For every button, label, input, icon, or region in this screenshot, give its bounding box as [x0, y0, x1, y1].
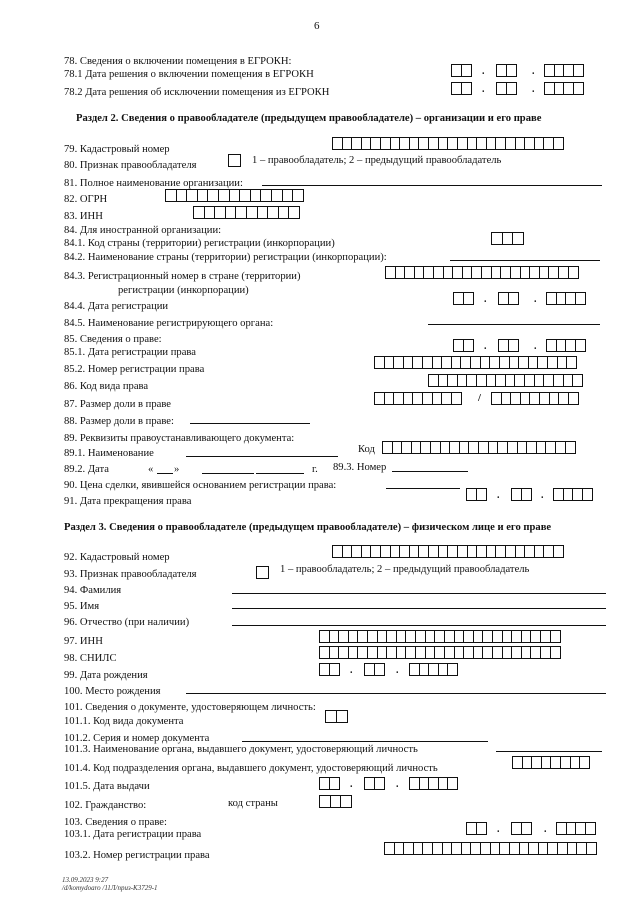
- date-separator: .: [350, 665, 353, 676]
- item-86: 86. Код вида права: [64, 381, 149, 392]
- date-separator: .: [497, 824, 500, 835]
- right-reg-number-cells[interactable]: [374, 356, 576, 369]
- org-name-line[interactable]: [262, 185, 602, 186]
- item-84-4: 84.4. Дата регистрации: [64, 301, 169, 312]
- item-78-1: 78.1 Дата решения о включении помещения в ЕГРОКН: [64, 69, 314, 80]
- item-91: 91. Дата прекращения права: [64, 496, 192, 507]
- foreign-reg-number-cells[interactable]: [385, 266, 577, 279]
- inn-cells[interactable]: [193, 206, 299, 219]
- country-name-line[interactable]: [450, 260, 600, 261]
- right-reg-number-cells-103[interactable]: [384, 842, 595, 855]
- item-89: 89. Реквизиты правоустанавливающего документа:: [64, 433, 295, 444]
- first-name-line[interactable]: [232, 608, 606, 609]
- item-99: 99. Дата рождения: [64, 670, 148, 681]
- item-84-2: 84.2. Наименование страны (территории) регистрации (инкорпорации):: [64, 252, 387, 263]
- item-80-note: 1 – правообладатель; 2 – предыдущий правообладатель: [252, 155, 502, 166]
- date-78-1-year[interactable]: [544, 64, 582, 77]
- item-80: 80. Признак правообладателя: [64, 160, 197, 171]
- item-95: 95. Имя: [64, 601, 100, 612]
- item-94: 94. Фамилия: [64, 585, 122, 596]
- surname-line[interactable]: [232, 593, 606, 594]
- item-85-2: 85.2. Номер регистрации права: [64, 364, 205, 375]
- snils-cells[interactable]: [319, 646, 559, 659]
- date-day-line[interactable]: [157, 473, 173, 474]
- item-78: 78. Сведения о включении помещения в ЕГРОКН:: [64, 56, 292, 67]
- item-92: 92. Кадастровый номер: [64, 552, 170, 563]
- date-84-4-month[interactable]: [498, 292, 517, 305]
- date-99-day[interactable]: [319, 663, 338, 676]
- right-type-code-cells[interactable]: [428, 374, 582, 387]
- ogrn-cells[interactable]: [165, 189, 303, 202]
- item-88: 88. Размер доли в праве:: [64, 416, 174, 427]
- item-89-1: 89.1. Наименование: [64, 448, 154, 459]
- item-79: 79. Кадастровый номер: [64, 144, 170, 155]
- doc-number-line[interactable]: [392, 471, 468, 472]
- date-separator: .: [482, 84, 485, 95]
- date-quote-close: »: [174, 464, 180, 475]
- item-82: 82. ОГРН: [64, 194, 108, 205]
- reg-authority-line[interactable]: [428, 324, 600, 325]
- date-year-line[interactable]: [256, 473, 304, 474]
- date-separator: .: [484, 294, 487, 305]
- inn-cells-97[interactable]: [319, 630, 559, 643]
- item-103-1: 103.1. Дата регистрации права: [64, 829, 202, 840]
- item-89-3: 89.3. Номер: [333, 462, 387, 473]
- date-78-1-month[interactable]: [496, 64, 515, 77]
- date-separator: .: [544, 824, 547, 835]
- section-2-title: Раздел 2. Сведения о правообладателе (предыдущем правообладателе) – организации и его праве: [76, 113, 542, 124]
- item-102: 102. Гражданство:: [64, 800, 147, 811]
- footer-timestamp: 13.09.2023 9:27: [62, 876, 109, 884]
- doc-name-line[interactable]: [186, 456, 338, 457]
- patronymic-line[interactable]: [232, 625, 606, 626]
- item-93-note: 1 – правообладатель; 2 – предыдущий правообладатель: [280, 564, 530, 575]
- item-87: 87. Размер доли в праве: [64, 399, 171, 410]
- footer-path: /d/komydoaro /11Л/приз-К3729-1: [62, 884, 158, 892]
- date-month-line[interactable]: [202, 473, 254, 474]
- section-3-title: Раздел 3. Сведения о правообладателе (предыдущем правообладателе) – физическом лице и его праве: [64, 522, 552, 533]
- item-97: 97. ИНН: [64, 636, 103, 647]
- doc-code-cells[interactable]: [382, 441, 574, 454]
- item-101-1: 101.1. Код вида документа: [64, 716, 184, 727]
- date-quote-open: «: [148, 464, 154, 475]
- deal-price-line[interactable]: [386, 488, 460, 489]
- date-91-year[interactable]: [553, 488, 591, 501]
- item-100: 100. Место рождения: [64, 686, 161, 697]
- item-84: 84. Для иностранной организации:: [64, 225, 222, 236]
- date-separator: .: [396, 665, 399, 676]
- date-85-1-year[interactable]: [546, 339, 584, 352]
- date-separator: .: [534, 294, 537, 305]
- page-number: 6: [314, 20, 320, 32]
- item-103: 103. Сведения о праве:: [64, 817, 167, 828]
- item-93: 93. Признак правообладателя: [64, 569, 197, 580]
- item-84-1: 84.1. Код страны (территории) регистрации (инкорпорации): [64, 238, 335, 249]
- holder-sign-box-93[interactable]: [256, 566, 269, 579]
- item-84-3b: регистрации (инкорпорации): [118, 285, 249, 296]
- date-separator: .: [396, 779, 399, 790]
- date-101-5-day[interactable]: [319, 777, 338, 790]
- date-separator: .: [541, 490, 544, 501]
- date-78-2-day[interactable]: [451, 82, 470, 95]
- item-85: 85. Сведения о праве:: [64, 334, 162, 345]
- date-78-2-month[interactable]: [496, 82, 515, 95]
- item-78-2: 78.2 Дата решения об исключении помещения из ЕГРОКН: [64, 87, 330, 98]
- date-78-1-day[interactable]: [451, 64, 470, 77]
- date-85-1-day[interactable]: [453, 339, 472, 352]
- doc-type-code-cells[interactable]: [325, 710, 346, 723]
- date-84-4-day[interactable]: [453, 292, 472, 305]
- item-89-2: 89.2. Дата: [64, 464, 109, 475]
- birthplace-line[interactable]: [186, 693, 606, 694]
- item-89-code-label: Код: [358, 444, 375, 455]
- issuing-authority-line[interactable]: [496, 751, 602, 752]
- date-91-day[interactable]: [466, 488, 485, 501]
- date-78-2-year[interactable]: [544, 82, 582, 95]
- date-separator: .: [534, 341, 537, 352]
- share-text-line[interactable]: [190, 423, 310, 424]
- date-84-4-year[interactable]: [546, 292, 584, 305]
- date-separator: .: [350, 779, 353, 790]
- item-101-3: 101.3. Наименование органа, выдавшего документ, удостоверяющий личность: [64, 744, 418, 755]
- item-90: 90. Цена сделки, явившейся основанием регистрации права:: [64, 480, 337, 491]
- share-numerator-cells[interactable]: [374, 392, 460, 405]
- cadastral-number-cells-92[interactable]: [332, 545, 563, 558]
- share-slash: /: [478, 393, 481, 404]
- date-85-1-month[interactable]: [498, 339, 517, 352]
- date-year-suffix: г.: [312, 464, 318, 475]
- item-83: 83. ИНН: [64, 211, 103, 222]
- date-separator: .: [532, 84, 535, 95]
- item-101: 101. Сведения о документе, удостоверяющем личность:: [64, 702, 316, 713]
- item-85-1: 85.1. Дата регистрации права: [64, 347, 196, 358]
- item-103-2: 103.2. Номер регистрации права: [64, 850, 210, 861]
- item-101-2: 101.2. Серия и номер документа: [64, 733, 210, 744]
- date-103-1-day[interactable]: [466, 822, 485, 835]
- country-code-cells[interactable]: [491, 232, 523, 245]
- item-98: 98. СНИЛС: [64, 653, 117, 664]
- date-99-year[interactable]: [409, 663, 457, 676]
- date-99-month[interactable]: [364, 663, 383, 676]
- item-102-code-label: код страны: [228, 798, 278, 809]
- item-101-5: 101.5. Дата выдачи: [64, 781, 150, 792]
- date-101-5-year[interactable]: [409, 777, 457, 790]
- date-separator: .: [482, 66, 485, 77]
- date-101-5-month[interactable]: [364, 777, 383, 790]
- date-103-1-month[interactable]: [511, 822, 530, 835]
- item-81: 81. Полное наименование организации:: [64, 178, 243, 189]
- citizenship-code-cells[interactable]: [319, 795, 351, 808]
- date-separator: .: [497, 490, 500, 501]
- item-101-4: 101.4. Код подразделения органа, выдавшего документ, удостоверяющий личность: [64, 763, 438, 774]
- item-96: 96. Отчество (при наличии): [64, 617, 190, 628]
- holder-sign-box[interactable]: [228, 154, 241, 167]
- date-separator: .: [484, 341, 487, 352]
- date-103-1-year[interactable]: [556, 822, 594, 835]
- dept-code-cells[interactable]: [512, 756, 589, 769]
- cadastral-number-cells[interactable]: [332, 137, 563, 150]
- date-91-month[interactable]: [511, 488, 530, 501]
- doc-series-line[interactable]: [242, 741, 488, 742]
- date-separator: .: [532, 66, 535, 77]
- item-84-3: 84.3. Регистрационный номер в стране (территории): [64, 271, 301, 282]
- item-84-5: 84.5. Наименование регистрирующего органа:: [64, 318, 274, 329]
- share-denominator-cells[interactable]: [491, 392, 577, 405]
